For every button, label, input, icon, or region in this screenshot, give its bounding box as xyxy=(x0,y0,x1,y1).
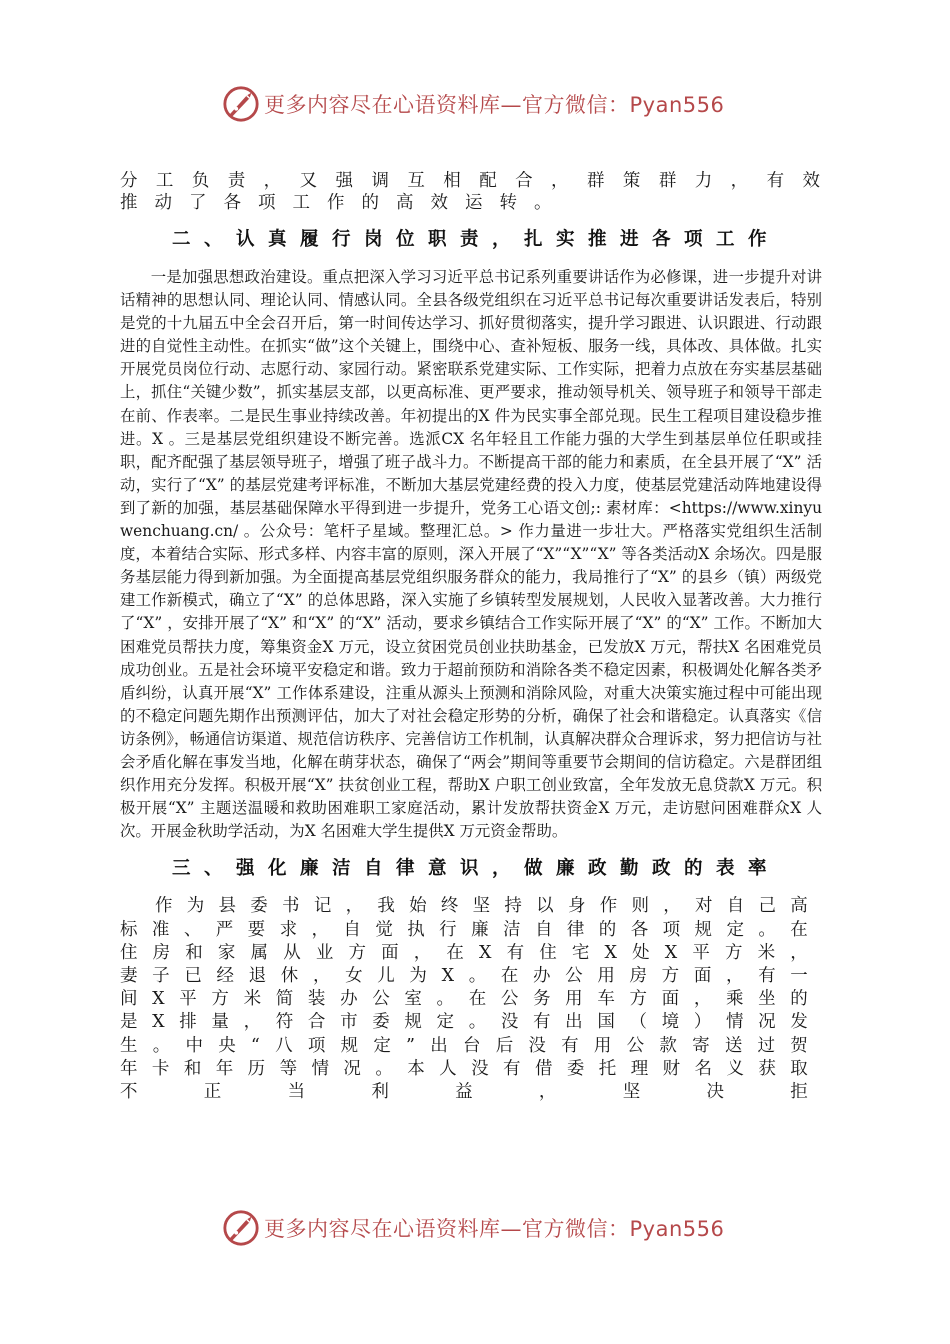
section-3-paragraph: 作为县委书记，我始终坚持以身作则，对自己高标准、严要求，自觉执行廉洁自律的各项规定。在住房和家属从业方面，在X有住宅X处X平方米，妻子已经退休，女儿为X。在办公用房方面，有一间X平方米简装办公室。在公务用车方面，乘坐的是X排量，符合市委规定。没有出国（境）情况发生。中央“八项规定”出台后没有用公款寄送过贺年卡和年历等情况。本人没有借委托理财名义获取不正当利益，坚决拒 xyxy=(120,896,822,1102)
footer-banner xyxy=(0,1208,950,1248)
fountain-pen-logo-icon xyxy=(222,85,260,123)
header-banner xyxy=(0,84,950,124)
intro-line-2: 推动了各项工作的高效运转。 xyxy=(120,193,569,213)
banner-text: 更多内容尽在心语资料库—官方微信：Pyan556 xyxy=(264,1217,725,1241)
section-3-heading: 三、强化廉洁自律意识，做廉政勤政的表率 xyxy=(172,858,781,880)
document-body xyxy=(120,170,822,1104)
section-2-paragraph: 一是加强思想政治建设。重点把深入学习习近平总书记系列重要讲话作为必修课，进一步提升对讲话精神的思想认同、理论认同、情感认同。全县各级党组织在习近平总书记每次重要讲话发表后，特别是党的十九届五中全会召开后，第一时间传达学习、抓好贯彻落实，提升学习跟进、认识跟进、行动跟进的自觉性主动性。在抓实“做”这个关键上，围绕中心、查补短板、服务一线，具体改、具体做。扎实开展党员岗位行动、志愿行动、家园行动。紧密联系党建实际、工作实际，把着力点放在夯实基层基础上，抓住“关键少数”，抓实基层支部，以更高标准、更严要求，推动领导机关、领导班子和领导干部走在前、作表率。二是民生事业持续改善。年初提出的X 件为民实事全部兑现。民生工程项目建设稳步推进。X 。三是基层党组织建设不断完善。选派CX 名年轻且工作能力强的大学生到基层单位任职或挂职，配齐配强了基层领导班子，增强了班子战斗力。不断提高干部的能力和素质，在全县开展了“X” 活动，实行了“X” 的基层党建考评标准，不断加大基层党建经费的投入力度，使基层党建活动阵地建设得到了新的加强，基层基础保障水平得到进一步提升，党务工心语文创;: 素材库：<https://www.xinyuwenchuang.cn/ 。公众号：笔杆子星域。整理汇总。> 作力量进一步壮大。严格落实党组织生活制度，本着结合实际、形式多样、内容丰富的原则，深入开展了“X”“X”“X” 等各类活动X 余场次。四是服务基层能力得到新加强。为全面提高基层党组织服务群众的能力，我局推行了“X” 的县乡（镇）两级党建工作新模式，确立了“X” 的总体思路，深入实施了乡镇转型发展规划，人民收入显著改善。大力推行了“X” ，安排开展了“X” 和“X” 的“X” 活动，要求乡镇结合工作实际开展了“X” 的“X” 工作。不断加大困难党员帮扶力度，筹集资金X 万元，设立贫困党员创业扶助基金，已发放X 万元，帮扶X 名困难党员成功创业。五是社会环境平安稳定和谐。致力于超前预防和消除各类不稳定因素，积极调处化解各类矛盾纠纷，认真开展“X” 工作体系建设，注重从源头上预测和消除风险，对重大决策实施过程中可能出现的不稳定问题先期作出预测评估，加大了对社会稳定形势的分析，确保了社会和谐稳定。认真落实《信访条例》，畅通信访渠道、规范信访秩序、完善信访工作机制，认真解决群众合理诉求，努力把信访与社会矛盾化解在事发当地，化解在萌芽状态，确保了“两会”期间等重要节会期间的信访稳定。六是群团组织作用充分发挥。积极开展“X” 扶贫创业工程，帮助X 户职工创业致富，全年发放无息贷款X 万元。积极开展“X” 主题送温暖和救助困难职工家庭活动，累计发放帮扶资金X 万元，走访慰问困难群众X 人次。开展金秋助学活动，为X 名困难大学生提供X 万元资金帮助。 xyxy=(120,268,822,841)
intro-line-1: 分工负责，又强调互相配合，群策群力，有效 xyxy=(120,171,822,191)
section-2-heading: 二、认真履行岗位职责，扎实推进各项工作 xyxy=(172,229,781,250)
banner-text: 更多内容尽在心语资料库—官方微信：Pyan556 xyxy=(264,93,725,117)
fountain-pen-logo-icon xyxy=(222,1209,260,1247)
